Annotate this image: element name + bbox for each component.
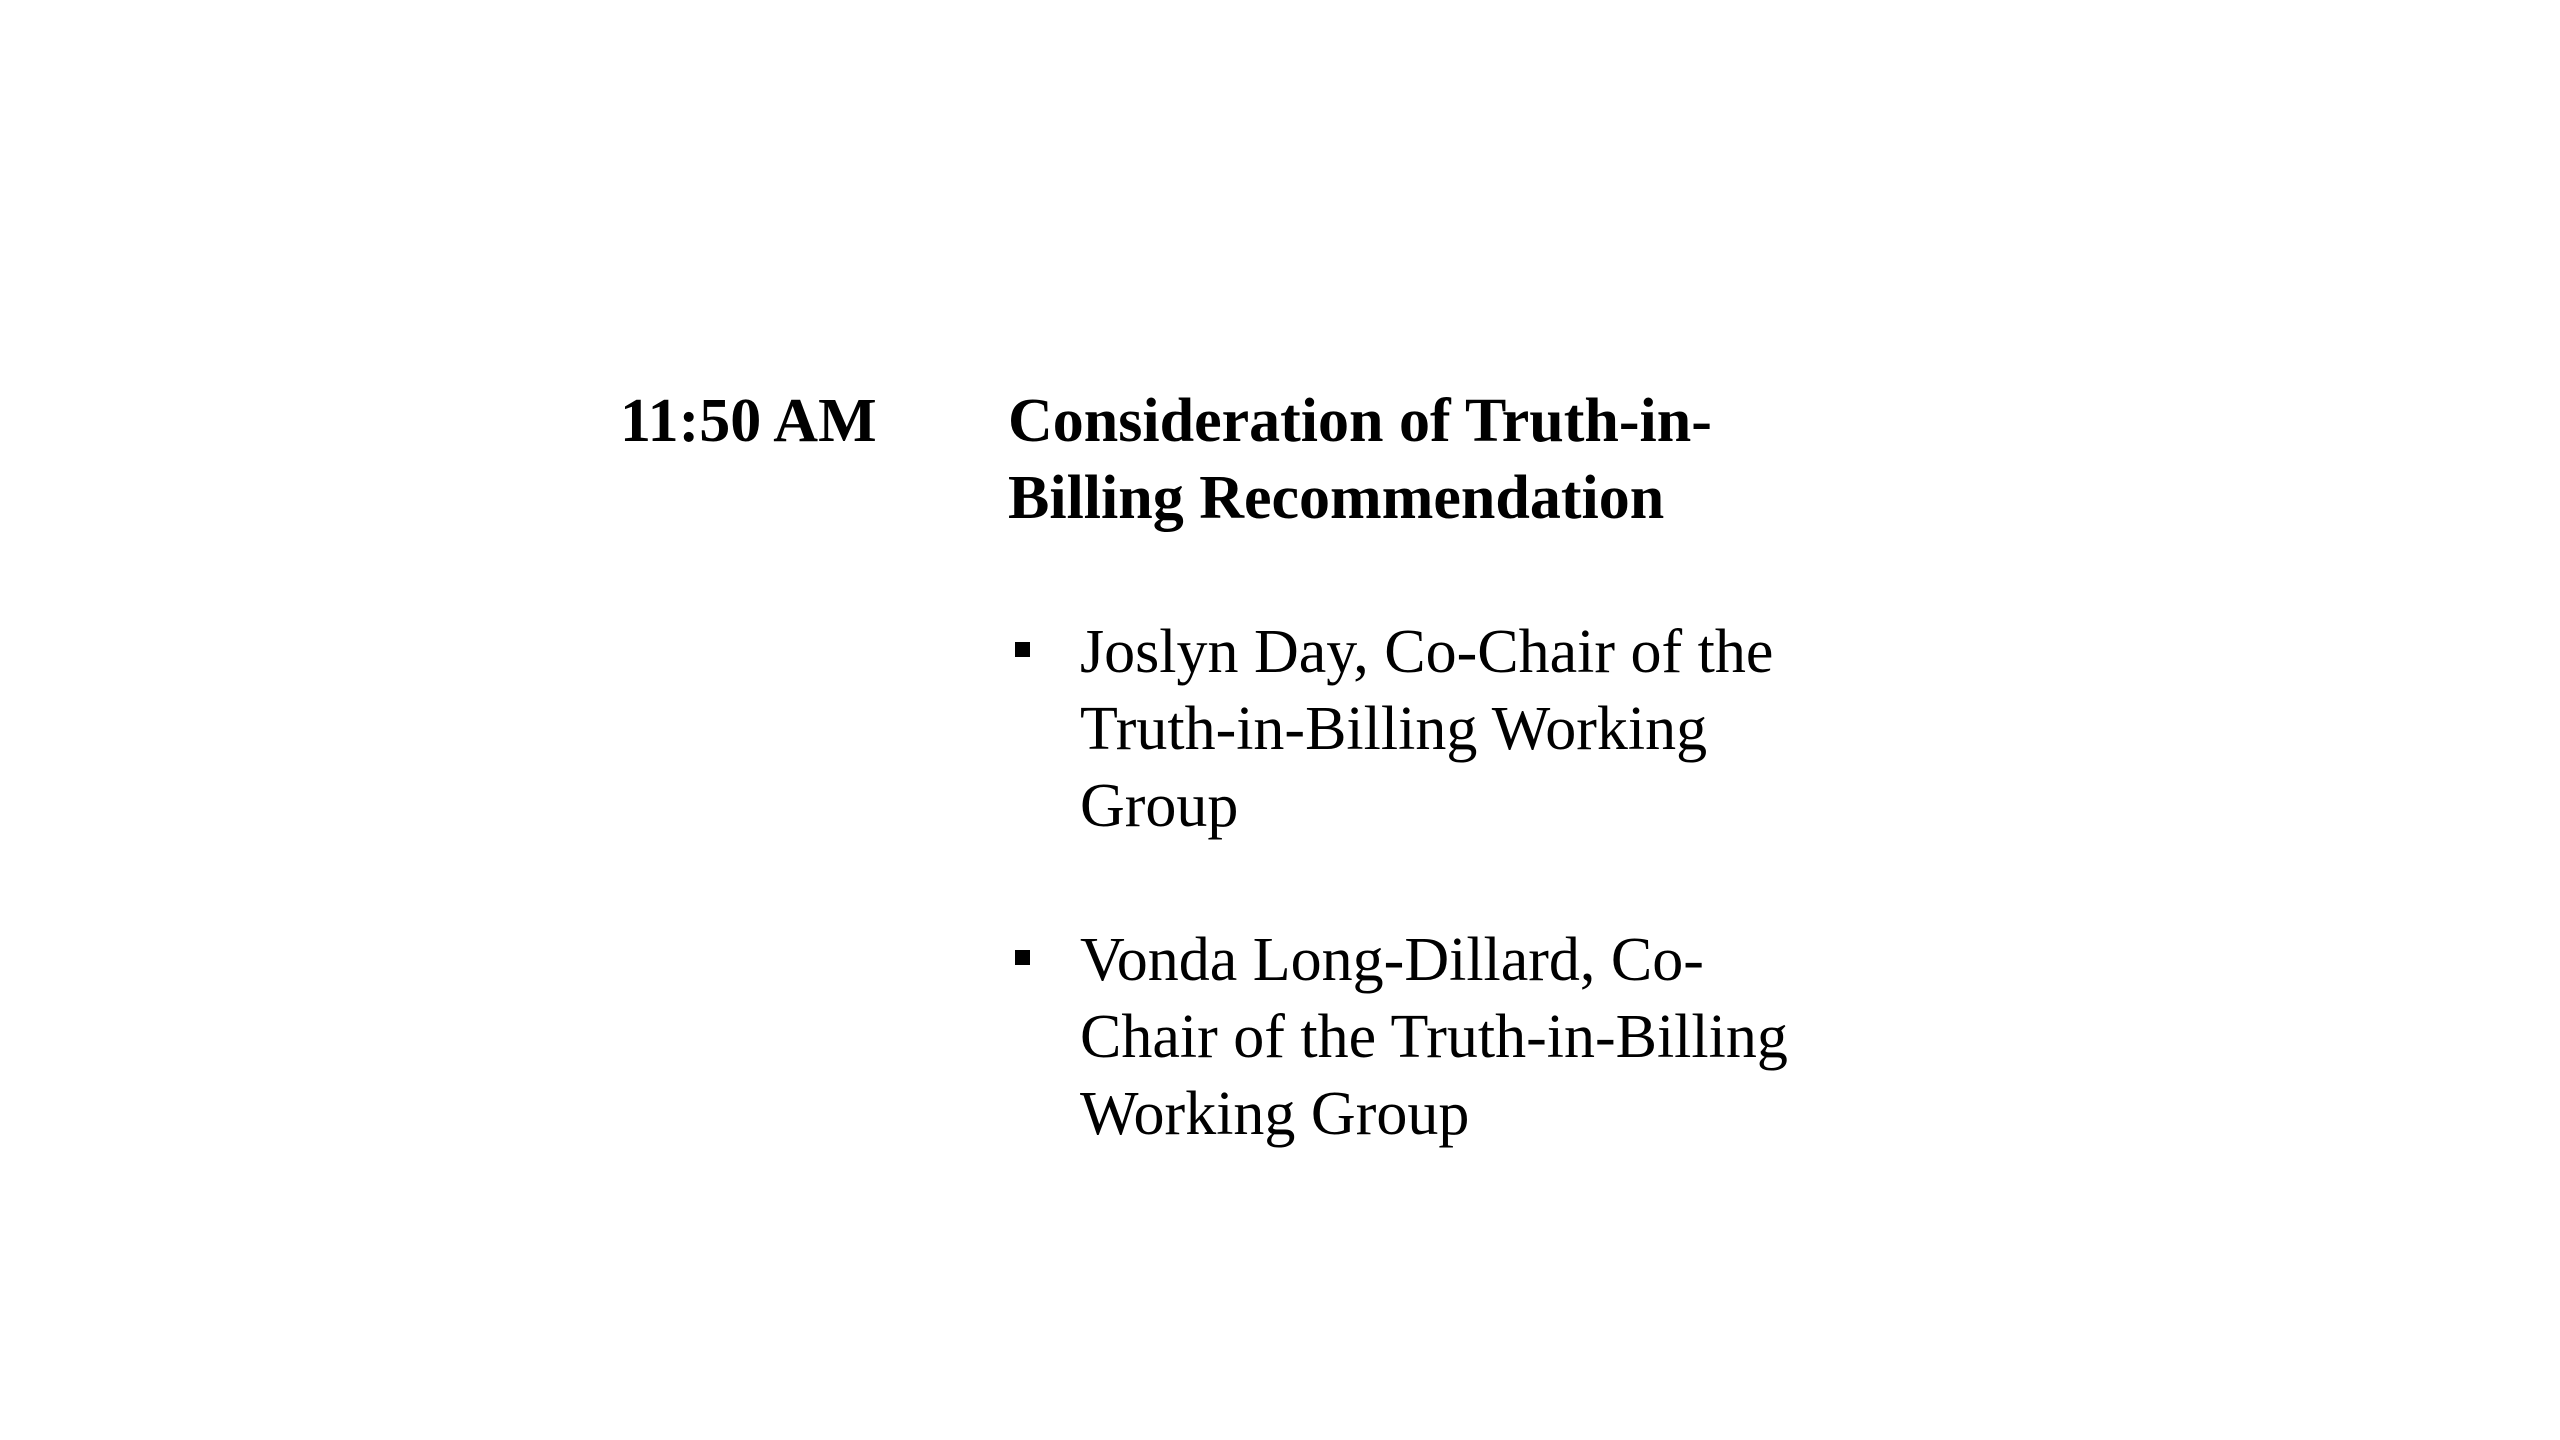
speaker-line: Joslyn Day, Co-Chair of the <box>1080 618 1774 686</box>
speaker-line: Truth-in-Billing Working <box>1080 695 1708 763</box>
speaker-line: Chair of the Truth-in-Billing <box>1080 1003 1788 1071</box>
square-bullet-icon <box>1015 950 1030 965</box>
speaker-line: Group <box>1080 772 1239 840</box>
agenda-content <box>1008 383 1808 1230</box>
speaker-list <box>1008 614 1808 1153</box>
speaker-item <box>1008 922 1808 1153</box>
speaker-line: Working Group <box>1080 1080 1470 1148</box>
agenda-title: Consideration of Truth-in-Billing Recommendation <box>1008 387 1712 532</box>
speaker-line: Vonda Long-Dillard, Co- <box>1080 926 1704 994</box>
speaker-item <box>1008 614 1808 845</box>
square-bullet-icon <box>1015 642 1030 657</box>
agenda-time: 11:50 AM <box>620 387 877 455</box>
